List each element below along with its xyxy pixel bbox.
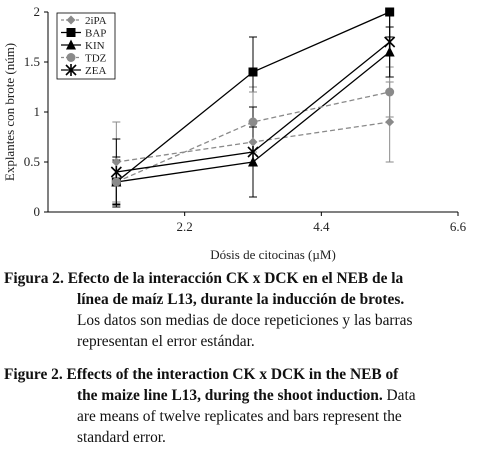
legend-label-2ipa: 2iPA bbox=[85, 15, 107, 27]
legend-label-tdz: TDZ bbox=[85, 52, 107, 65]
caption-en-line-1: Figure 2. Effects of the interaction CK x DCK in the NEB of bbox=[4, 366, 399, 383]
data-point-2ipa bbox=[249, 138, 258, 147]
data-point-bap bbox=[249, 68, 258, 77]
data-point-tdz bbox=[249, 118, 258, 127]
y-tick-label: 0 bbox=[33, 204, 40, 219]
y-tick-label: 0.5 bbox=[23, 154, 40, 169]
caption-en-line-2: the maize line L13, during the shoot induction. Data bbox=[77, 387, 416, 404]
data-point-2ipa bbox=[385, 118, 394, 127]
y-axis-title: Explantes con brote (núm) bbox=[2, 42, 17, 182]
data-point-zea bbox=[385, 36, 395, 48]
x-tick-label: 2.2 bbox=[176, 219, 193, 234]
caption-en-line-4: standard error. bbox=[77, 429, 166, 446]
data-point-2ipa bbox=[112, 158, 121, 167]
legend-label-zea: ZEA bbox=[85, 65, 107, 77]
data-point-tdz bbox=[112, 178, 121, 187]
legend-label-kin: KIN bbox=[85, 40, 105, 52]
y-tick-label: 2 bbox=[33, 4, 40, 19]
x-tick-label: 4.4 bbox=[313, 219, 330, 234]
data-point-tdz bbox=[385, 88, 394, 97]
caption-es-line-4: representan el error estándar. bbox=[77, 333, 255, 350]
caption-spanish bbox=[0, 268, 489, 352]
data-point-bap bbox=[385, 8, 394, 17]
caption-es-line-1: Figura 2. Efecto de la interacción CK x DCK en el NEB de la bbox=[4, 270, 404, 287]
caption-es-line-3: Los datos son medias de doce repeticiones y las barras bbox=[77, 312, 413, 329]
legend-marker-tdz bbox=[67, 53, 76, 62]
caption-es-line-2: línea de maíz L13, durante la inducción de brotes. bbox=[77, 291, 405, 308]
x-tick-label: 6.6 bbox=[449, 219, 467, 234]
caption-english bbox=[0, 364, 489, 448]
legend-label-bap: BAP bbox=[85, 27, 107, 40]
x-axis-title: Dósis de citocinas (µM) bbox=[210, 247, 336, 262]
legend-marker-bap bbox=[67, 28, 76, 37]
caption-en-line-3: are means of twelve replicates and bars represent the bbox=[77, 408, 402, 425]
y-tick-label: 1 bbox=[33, 104, 40, 119]
y-tick-label: 1.5 bbox=[23, 54, 40, 69]
